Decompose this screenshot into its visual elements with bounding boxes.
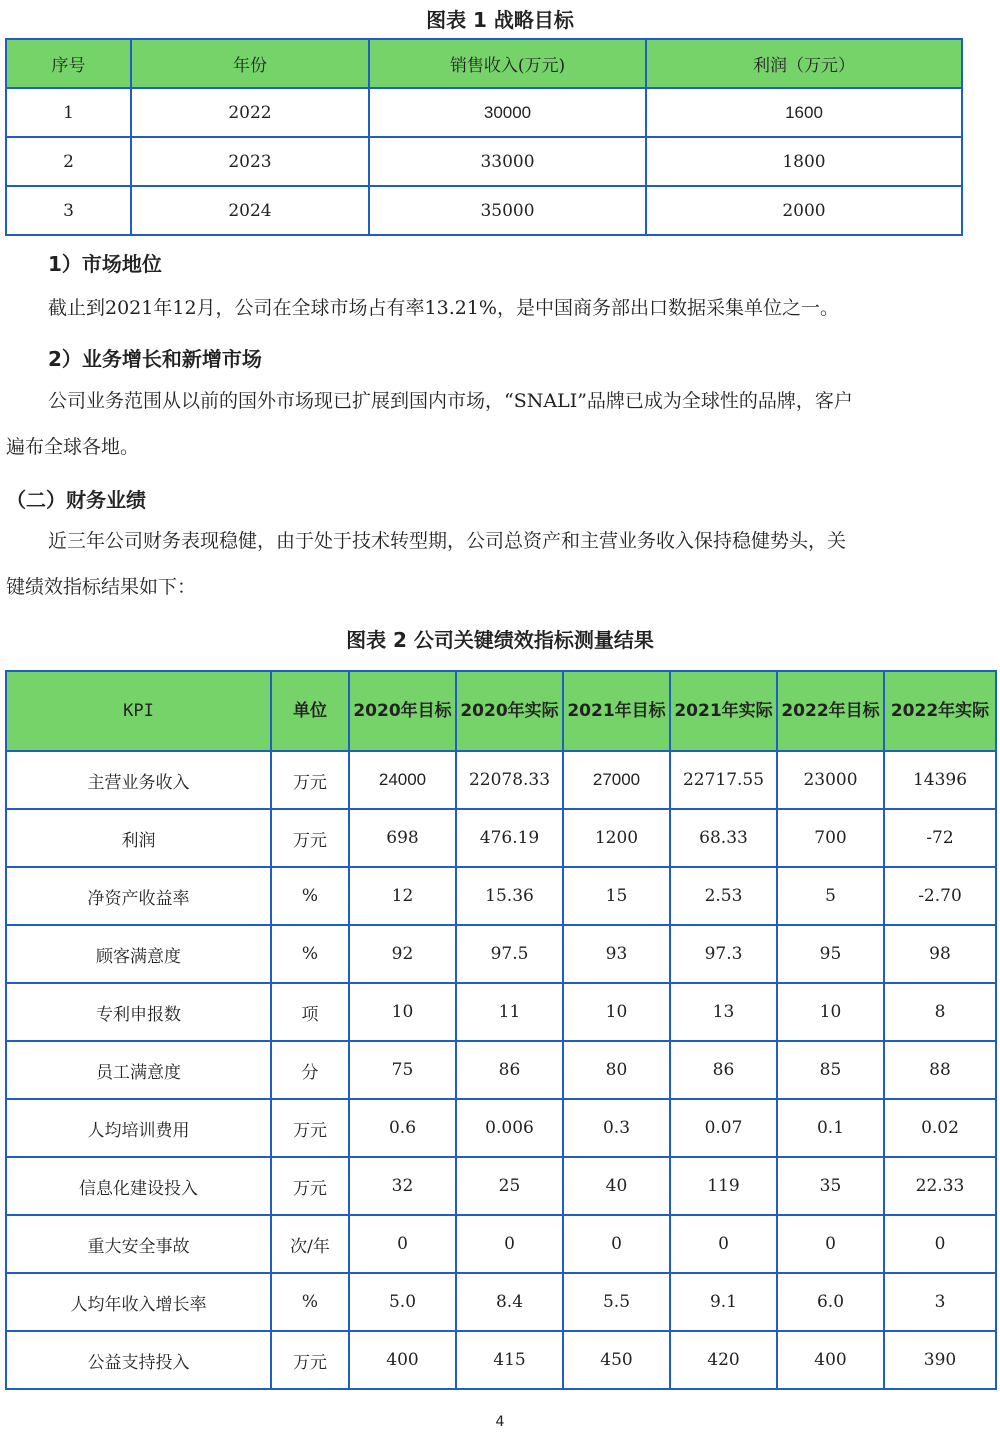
table1-header-cell: 序号 bbox=[6, 39, 131, 88]
table1-header-cell: 销售收入(万元) bbox=[369, 39, 646, 88]
table-cell: 119 bbox=[670, 1157, 777, 1215]
table1-caption: 图表 1 战略目标 bbox=[426, 8, 574, 32]
table-cell: 专利申报数 bbox=[6, 983, 271, 1041]
table-cell: 重大安全事故 bbox=[6, 1215, 271, 1273]
table-row bbox=[6, 925, 996, 983]
table-cell: 0.006 bbox=[456, 1099, 563, 1157]
table-cell: 400 bbox=[349, 1331, 456, 1389]
table-row bbox=[6, 809, 996, 867]
table-cell: 利润 bbox=[6, 809, 271, 867]
table-cell: 9.1 bbox=[670, 1273, 777, 1331]
table1-header-cell: 年份 bbox=[131, 39, 369, 88]
table-row bbox=[6, 137, 962, 186]
table2-header-cell: KPI bbox=[6, 671, 271, 751]
table-cell: 23000 bbox=[777, 751, 884, 809]
table-cell: 75 bbox=[349, 1041, 456, 1099]
section2-text-line2: 遍布全球各地。 bbox=[6, 436, 140, 458]
table2-header-cell: 2022年目标 bbox=[777, 671, 884, 751]
table-cell: 8.4 bbox=[456, 1273, 563, 1331]
table-cell: 10 bbox=[777, 983, 884, 1041]
table-cell: 32 bbox=[349, 1157, 456, 1215]
table-row bbox=[6, 1041, 996, 1099]
table-cell: 80 bbox=[563, 1041, 670, 1099]
table-cell: 万元 bbox=[271, 1157, 349, 1215]
section1-heading: 1）市场地位 bbox=[48, 252, 162, 276]
table-row bbox=[6, 1215, 996, 1273]
table-row bbox=[6, 867, 996, 925]
table-cell: 1200 bbox=[563, 809, 670, 867]
section3-heading: （二）财务业绩 bbox=[6, 488, 146, 512]
table2-header-cell: 2021年目标 bbox=[563, 671, 670, 751]
table-cell: 2000 bbox=[646, 186, 962, 235]
table-cell: 97.3 bbox=[670, 925, 777, 983]
table-cell: 5 bbox=[777, 867, 884, 925]
table-cell: 24000 bbox=[349, 751, 456, 809]
table-cell: 万元 bbox=[271, 809, 349, 867]
table-cell: 11 bbox=[456, 983, 563, 1041]
kpi-table-body bbox=[6, 751, 996, 1389]
table-cell: 450 bbox=[563, 1331, 670, 1389]
table-cell: 88 bbox=[884, 1041, 996, 1099]
table-cell: 0 bbox=[670, 1215, 777, 1273]
table-cell: 30000 bbox=[369, 88, 646, 137]
table-cell: 15 bbox=[563, 867, 670, 925]
table-cell: 0 bbox=[777, 1215, 884, 1273]
kpi-table bbox=[5, 670, 997, 1390]
table-cell: 97.5 bbox=[456, 925, 563, 983]
table-cell: % bbox=[271, 867, 349, 925]
table-row bbox=[6, 1157, 996, 1215]
table-cell: -72 bbox=[884, 809, 996, 867]
table-row bbox=[6, 1331, 996, 1389]
table-cell: 86 bbox=[456, 1041, 563, 1099]
table-cell: 27000 bbox=[563, 751, 670, 809]
table-cell: 0.07 bbox=[670, 1099, 777, 1157]
section2-heading: 2）业务增长和新增市场 bbox=[48, 347, 262, 371]
table-cell: 0 bbox=[456, 1215, 563, 1273]
table-cell: 10 bbox=[349, 983, 456, 1041]
section1-text: 截止到2021年12月，公司在全球市场占有率13.21%，是中国商务部出口数据采集单位之一。 bbox=[48, 297, 839, 319]
table-cell: 476.19 bbox=[456, 809, 563, 867]
table-row bbox=[6, 983, 996, 1041]
table-cell: 93 bbox=[563, 925, 670, 983]
strategy-goals-table bbox=[5, 38, 963, 236]
table-cell: 万元 bbox=[271, 1331, 349, 1389]
table-cell: 3 bbox=[6, 186, 131, 235]
table-cell: 415 bbox=[456, 1331, 563, 1389]
table-cell: 0 bbox=[563, 1215, 670, 1273]
table-cell: 万元 bbox=[271, 1099, 349, 1157]
table-row bbox=[6, 751, 996, 809]
table-cell: 1600 bbox=[646, 88, 962, 137]
table-cell: 次/年 bbox=[271, 1215, 349, 1273]
table-cell: 14396 bbox=[884, 751, 996, 809]
table-cell: 698 bbox=[349, 809, 456, 867]
table-cell: 95 bbox=[777, 925, 884, 983]
table1-header-row bbox=[6, 39, 962, 88]
table-cell: 2.53 bbox=[670, 867, 777, 925]
table-cell: 0.02 bbox=[884, 1099, 996, 1157]
table-cell: 人均培训费用 bbox=[6, 1099, 271, 1157]
table-cell: 25 bbox=[456, 1157, 563, 1215]
table-cell: % bbox=[271, 1273, 349, 1331]
table-cell: 2023 bbox=[131, 137, 369, 186]
table-cell: 1800 bbox=[646, 137, 962, 186]
table-cell: 0 bbox=[349, 1215, 456, 1273]
table-cell: 万元 bbox=[271, 751, 349, 809]
table-cell: 6.0 bbox=[777, 1273, 884, 1331]
table-row bbox=[6, 1099, 996, 1157]
table-cell: 2 bbox=[6, 137, 131, 186]
table2-header-cell: 2022年实际 bbox=[884, 671, 996, 751]
table-cell: % bbox=[271, 925, 349, 983]
table-cell: 1 bbox=[6, 88, 131, 137]
table-cell: 0.6 bbox=[349, 1099, 456, 1157]
table-cell: 主营业务收入 bbox=[6, 751, 271, 809]
table-cell: 3 bbox=[884, 1273, 996, 1331]
table-cell: 净资产收益率 bbox=[6, 867, 271, 925]
table-row bbox=[6, 186, 962, 235]
table-cell: 15.36 bbox=[456, 867, 563, 925]
table-cell: 33000 bbox=[369, 137, 646, 186]
table-cell: 12 bbox=[349, 867, 456, 925]
table-cell: 5.5 bbox=[563, 1273, 670, 1331]
table-cell: 35000 bbox=[369, 186, 646, 235]
table-cell: 8 bbox=[884, 983, 996, 1041]
table-cell: 420 bbox=[670, 1331, 777, 1389]
table-cell: 2024 bbox=[131, 186, 369, 235]
table-cell: 92 bbox=[349, 925, 456, 983]
table-cell: 0.3 bbox=[563, 1099, 670, 1157]
table-cell: 项 bbox=[271, 983, 349, 1041]
table-cell: 信息化建设投入 bbox=[6, 1157, 271, 1215]
table-cell: 分 bbox=[271, 1041, 349, 1099]
page-number: 4 bbox=[495, 1414, 505, 1430]
table-cell: 400 bbox=[777, 1331, 884, 1389]
table2-header-cell: 2020年目标 bbox=[349, 671, 456, 751]
section3-text-line2: 键绩效指标结果如下： bbox=[6, 576, 197, 598]
table-cell: 人均年收入增长率 bbox=[6, 1273, 271, 1331]
table2-header-cell: 单位 bbox=[271, 671, 349, 751]
table-cell: 86 bbox=[670, 1041, 777, 1099]
table-cell: 13 bbox=[670, 983, 777, 1041]
table-cell: 22078.33 bbox=[456, 751, 563, 809]
table-cell: 85 bbox=[777, 1041, 884, 1099]
table-cell: 5.0 bbox=[349, 1273, 456, 1331]
table-row bbox=[6, 88, 962, 137]
table-cell: 22.33 bbox=[884, 1157, 996, 1215]
table-row bbox=[6, 1273, 996, 1331]
table-cell: 2022 bbox=[131, 88, 369, 137]
table2-header-cell: 2021年实际 bbox=[670, 671, 777, 751]
table1-header-cell: 利润（万元） bbox=[646, 39, 962, 88]
table2-caption: 图表 2 公司关键绩效指标测量结果 bbox=[346, 628, 654, 652]
section3-text-line1: 近三年公司财务表现稳健，由于处于技术转型期，公司总资产和主营业务收入保持稳健势头，关 bbox=[48, 530, 847, 552]
table-cell: -2.70 bbox=[884, 867, 996, 925]
table-cell: 390 bbox=[884, 1331, 996, 1389]
table-cell: 10 bbox=[563, 983, 670, 1041]
table-cell: 700 bbox=[777, 809, 884, 867]
table-cell: 22717.55 bbox=[670, 751, 777, 809]
table-cell: 0.1 bbox=[777, 1099, 884, 1157]
table-cell: 35 bbox=[777, 1157, 884, 1215]
table-cell: 40 bbox=[563, 1157, 670, 1215]
table-cell: 公益支持投入 bbox=[6, 1331, 271, 1389]
table-cell: 员工满意度 bbox=[6, 1041, 271, 1099]
table-cell: 0 bbox=[884, 1215, 996, 1273]
table-cell: 98 bbox=[884, 925, 996, 983]
section2-text-line1: 公司业务范围从以前的国外市场现已扩展到国内市场，“SNALI”品牌已成为全球性的品牌，客户 bbox=[48, 390, 853, 412]
table2-header-cell: 2020年实际 bbox=[456, 671, 563, 751]
table2-header-row bbox=[6, 671, 996, 751]
table-cell: 68.33 bbox=[670, 809, 777, 867]
table-cell: 顾客满意度 bbox=[6, 925, 271, 983]
